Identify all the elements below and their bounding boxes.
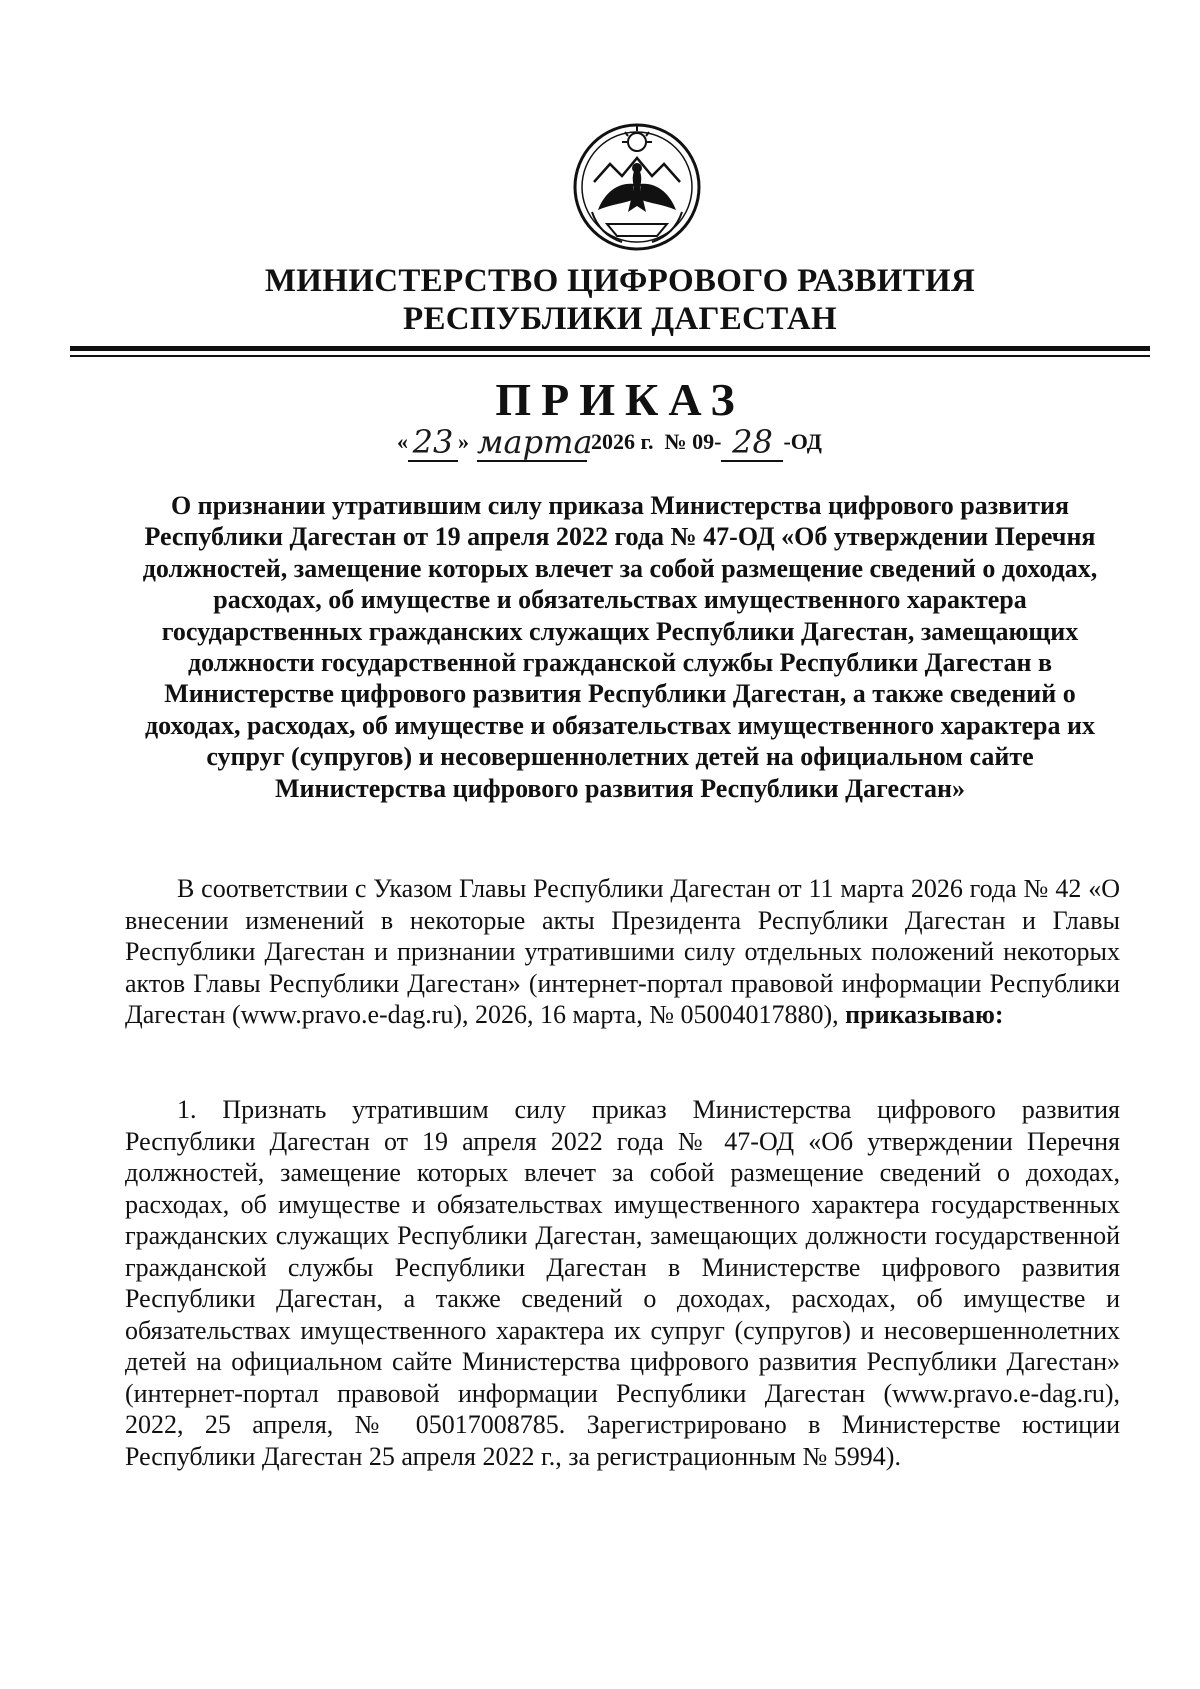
preamble-text: В соответствии с Указом Главы Республики Дагестан от 11 марта 2026 года № 42 «О внесении изменений в некоторые акты Президента Республики Дагестан и Главы Республики Дагестан и признании утратившими силу отдельных положений некоторых актов Главы Республики Дагестан» (интернет-портал правовой информации Республики Дагестан (www.pravo.e-dag.ru), 2026, 16 марта, № 05004017880), <box>125 874 1120 1029</box>
order-year: 2026 г. <box>591 429 654 454</box>
order-subject: О признании утратившим силу приказа Министерства цифрового развития Республики Дагестан от 19 апреля 2022 года № 47-ОД «Об утверждении Перечня должностей, замещение которых влечет за собой размещение сведений о доходах, расходах, об имуществе и обязательствах имущественного характера государственных гражданских служащих Республики Дагестан, замещающих должности государственной гражданской службы Республики Дагестан в Министерстве цифрового развития Республики Дагестан, а также сведений о доходах, расходах, об имуществе и обязательствах имущественного характера их супруг (супругов) и несовершеннолетних детей на официальном сайте Министерства цифрового развития Республики Дагестан» <box>142 491 1098 803</box>
ministry-name-line2: РЕСПУБЛИКИ ДАГЕСТАН <box>403 301 837 337</box>
emblem-svg <box>562 112 712 262</box>
preamble-paragraph <box>125 873 1120 1031</box>
ministry-name <box>120 262 1120 338</box>
handwritten-day: 23 <box>408 424 458 462</box>
quote-close: » <box>458 429 469 454</box>
order-date-number <box>397 422 822 462</box>
header-rule-thin <box>70 355 1150 357</box>
coat-of-arms-icon <box>562 112 712 262</box>
header-rule-thick <box>70 346 1150 351</box>
order-number-suffix: -ОД <box>783 429 822 454</box>
handwritten-order-number: 28 <box>721 424 783 462</box>
quote-open: « <box>397 429 408 454</box>
item-1-paragraph: 1. Признать утратившим силу приказ Министерства цифрового развития Республики Дагестан от 19 апреля 2022 года № 47-ОД «Об утверждении Перечня должностей, замещение которых влечет за собой размещение сведений о доходах, расходах, об имуществе и обязательствах имущественного характера государственных гражданских служащих Республики Дагестан, замещающих должности государственной гражданской службы Республики Дагестан в Министерстве цифрового развития Республики Дагестан, а также сведений о доходах, расходах, об имуществе и обязательствах имущественного характера их супруг (супругов) и несовершеннолетних детей на официальном сайте Министерства цифрового развития Республики Дагестан» (интернет-портал правовой информации Республики Дагестан (www.pravo.e-dag.ru), 2022, 25 апреля, № 05017008785. Зарегистрировано в Министерстве юстиции Республики Дагестан 25 апреля 2022 г., за регистрационным № 5994). <box>125 1095 1120 1471</box>
order-word: приказываю: <box>845 1000 1004 1029</box>
order-number-prefix: № 09- <box>664 429 722 454</box>
ministry-name-line1: МИНИСТЕРСТВО ЦИФРОВОГО РАЗВИТИЯ <box>264 263 976 299</box>
order-title: ПРИКАЗ <box>495 374 745 425</box>
handwritten-month: марта <box>477 423 593 461</box>
